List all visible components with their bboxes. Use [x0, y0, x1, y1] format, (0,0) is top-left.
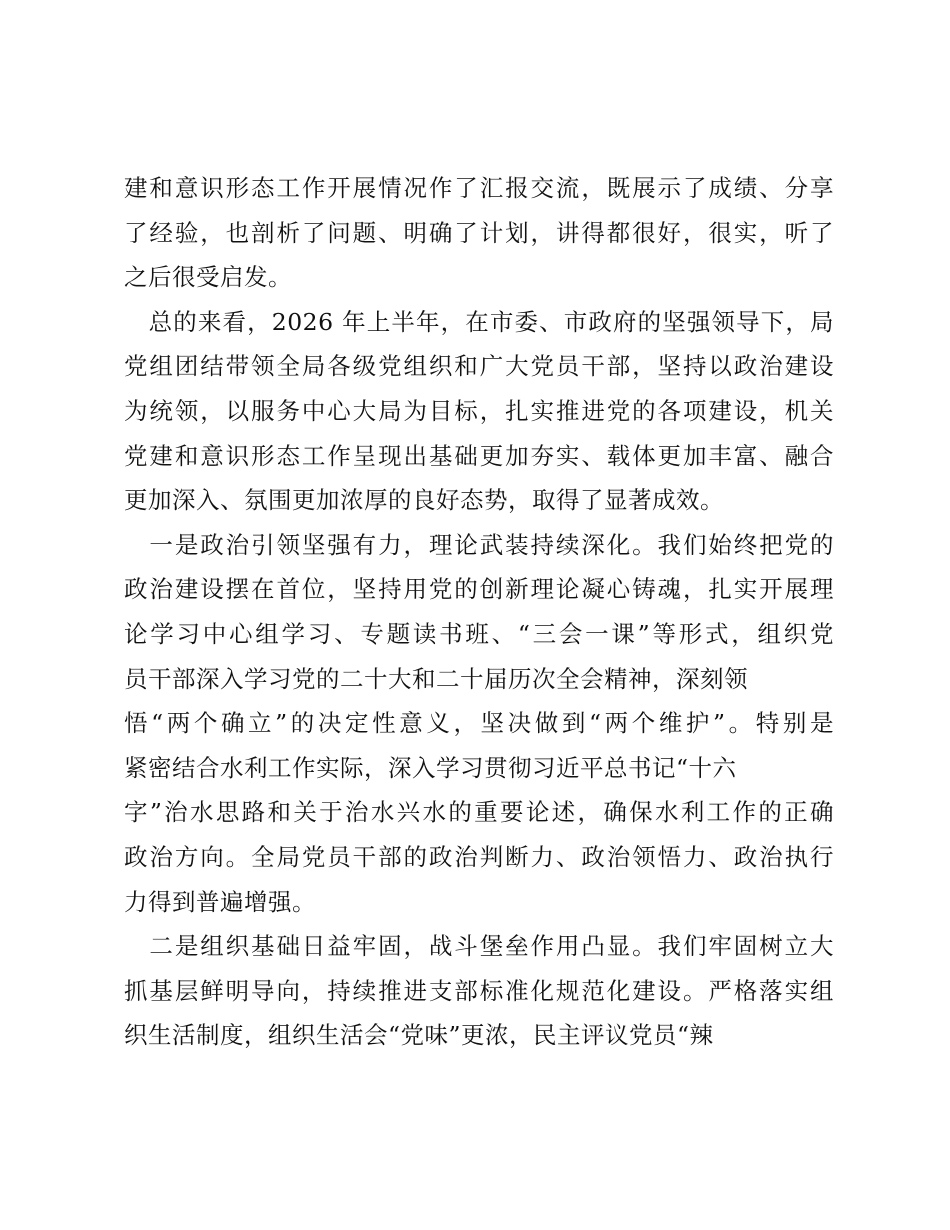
text-line: 一是政治引领坚强有力，理论武装持续深化。我们始终把党的 — [124, 530, 834, 559]
text-line: 紧密结合水利工作实际，深入学习贯彻习近平总书记“十六 — [124, 753, 737, 782]
text-line: 党建和意识形态工作呈现出基础更加夯实、载体更加丰富、融合 — [124, 441, 834, 470]
text-line: 建和意识形态工作开展情况作了汇报交流，既展示了成绩、分享 — [124, 174, 834, 202]
text-line: 员干部深入学习党的二十大和二十届历次全会精神，深刻领 — [124, 664, 748, 693]
text-line: 字”治水思路和关于治水兴水的重要论述，确保水利工作的正确 — [124, 798, 834, 827]
text-line: 织生活制度，组织生活会“党味”更浓，民主评议党员“辣 — [124, 1021, 714, 1050]
text-line: 悟“两个确立”的决定性意义，坚决做到“两个维护”。特别是 — [124, 709, 834, 738]
text-line: 二是组织基础日益牢固，战斗堡垒作用凸显。我们牢固树立大 — [124, 932, 834, 961]
text-line: 抓基层鲜明导向，持续推进支部标准化规范化建设。严格落实组 — [124, 976, 834, 1005]
text-line: 党组团结带领全局各级党组织和广大党员干部，坚持以政治建设 — [124, 352, 834, 381]
text-line: 为统领，以服务中心大局为目标，扎实推进党的各项建设，机关 — [124, 396, 834, 425]
text-line: 力得到普遍增强。 — [124, 887, 316, 916]
text-line: 之后很受启发。 — [124, 263, 292, 292]
document-body — [124, 166, 834, 1058]
text-line: 总的来看，2026 年上半年，在市委、市政府的坚强领导下，局 — [124, 307, 834, 336]
text-line: 了经验，也剖析了问题、明确了计划，讲得都很好，很实，听了 — [124, 218, 834, 247]
text-line: 政治方向。全局党员干部的政治判断力、政治领悟力、政治执行 — [124, 842, 834, 871]
text-line: 论学习中心组学习、专题读书班、“三会一课”等形式，组织党 — [124, 619, 834, 648]
text-line: 更加深入、氛围更加浓厚的良好态势，取得了显著成效。 — [124, 486, 724, 515]
text-line: 政治建设摆在首位，坚持用党的创新理论凝心铸魂，扎实开展理 — [124, 575, 834, 604]
